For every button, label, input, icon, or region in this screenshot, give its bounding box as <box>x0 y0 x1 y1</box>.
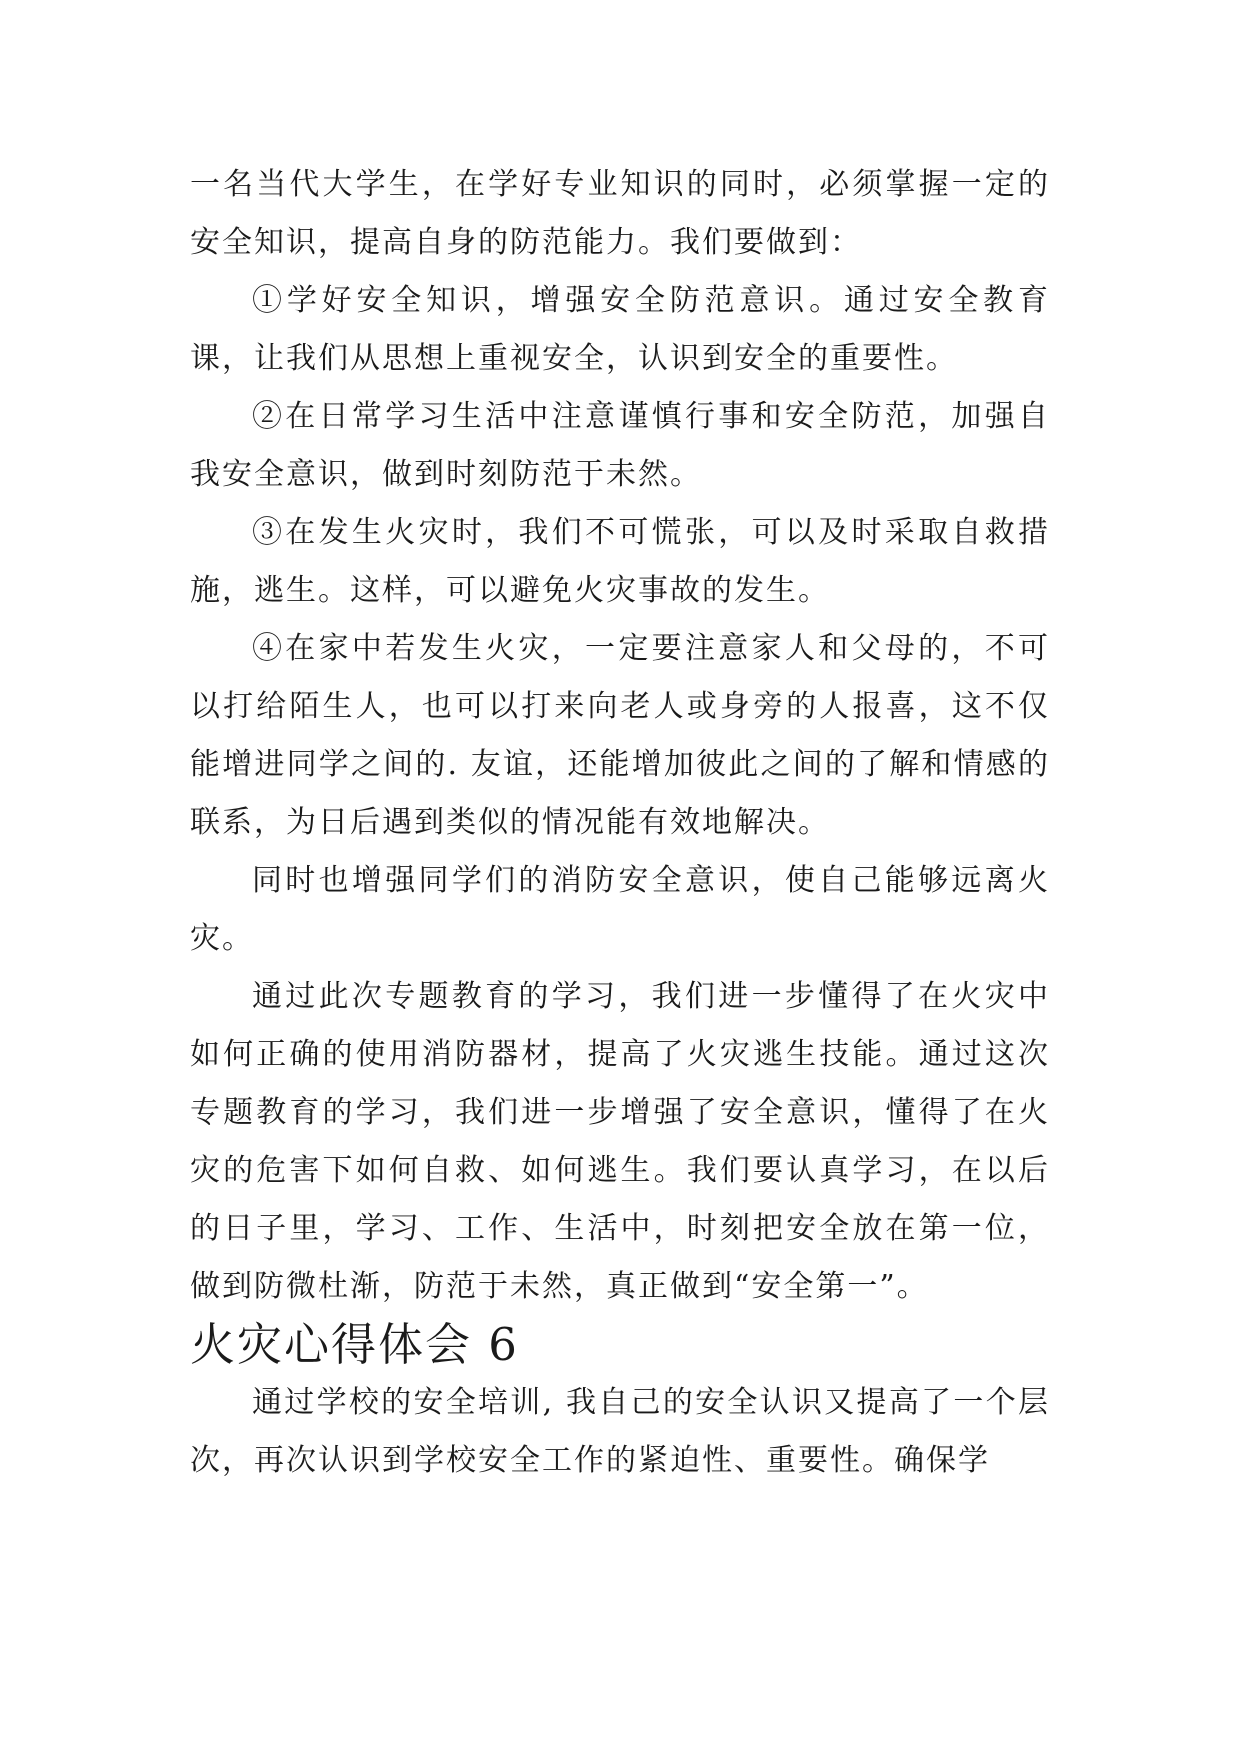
paragraph-item-1: ①学好安全知识，增强安全防范意识。通过安全教育课，让我们从思想上重视安全，认识到安全的重要性。 <box>190 283 1050 376</box>
paragraph-fire-awareness: 同时也增强同学们的消防安全意识，使自己能够远离火灾。 <box>190 863 1050 956</box>
section-heading: 火灾心得体会 6 <box>190 1318 519 1371</box>
paragraph-item-2: ②在日常学习生活中注意谨慎行事和安全防范，加强自我安全意识，做到时刻防范于未然。 <box>190 399 1050 492</box>
document-body <box>190 156 1050 1490</box>
paragraph-intro: 一名当代大学生，在学好专业知识的同时，必须掌握一定的安全知识，提高自身的防范能力。我们要做到： <box>190 167 1050 260</box>
paragraph-item-4: ④在家中若发生火灾，一定要注意家人和父母的，不可以打给陌生人，也可以打来向老人或身旁的人报喜，这不仅能增进同学之间的. 友谊，还能增加彼此之间的了解和情感的联系，为日后遇到类似的情况能有效地解决。 <box>190 631 1050 840</box>
paragraph-conclusion: 通过此次专题教育的学习，我们进一步懂得了在火灾中如何正确的使用消防器材，提高了火灾逃生技能。通过这次专题教育的学习，我们进一步增强了安全意识，懂得了在火灾的危害下如何自救、如何逃生。我们要认真学习，在以后的日子里，学习、工作、生活中，时刻把安全放在第一位，做到防微杜渐，防范于未然，真正做到“安全第一”。 <box>190 979 1050 1304</box>
paragraph-section-6: 通过学校的安全培训, 我自己的安全认识又提高了一个层次，再次认识到学校安全工作的紧迫性、重要性。确保学 <box>190 1385 1050 1478</box>
paragraph-item-3: ③在发生火灾时，我们不可慌张，可以及时采取自救措施，逃生。这样，可以避免火灾事故的发生。 <box>190 515 1050 608</box>
